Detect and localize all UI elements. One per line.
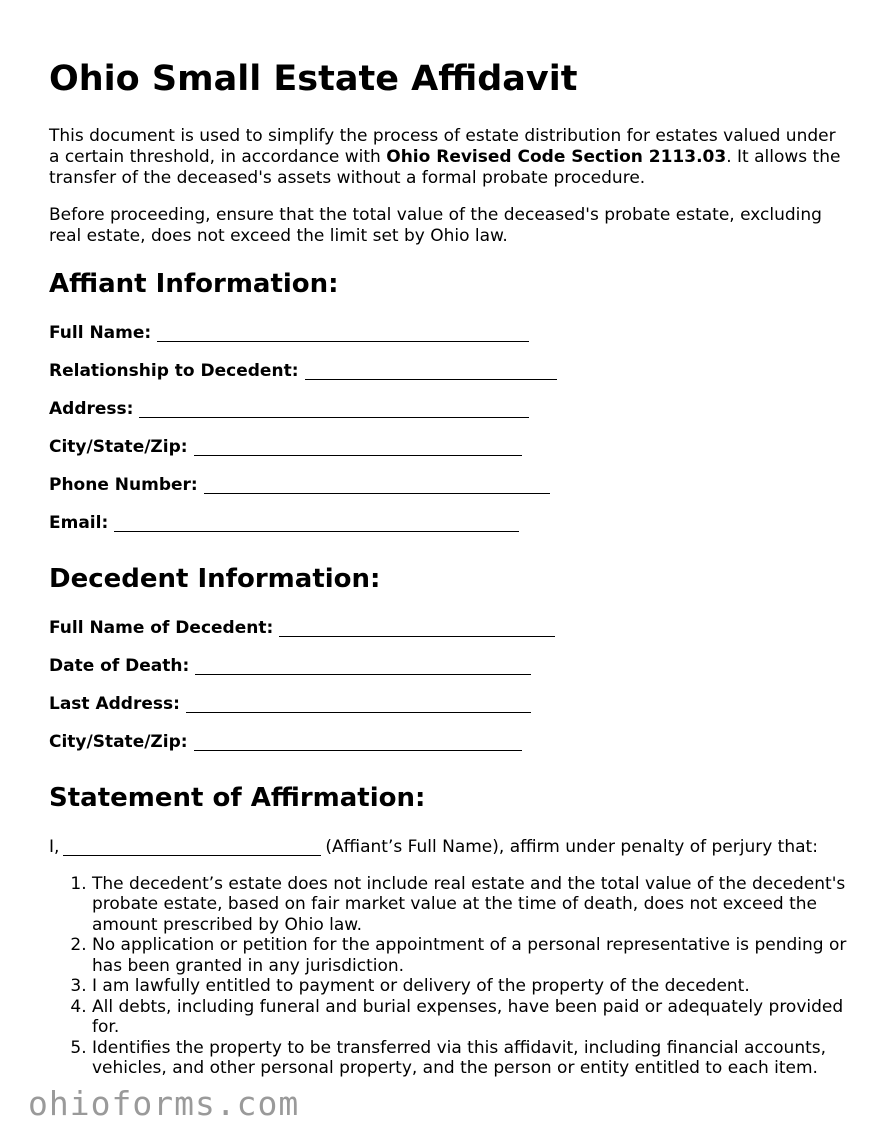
list-item: 1. The decedent’s estate does not include real estate and the total value of the decedent's probate estate, based on fair market value at the time of death, does not exceed the amount prescribed by Ohio law. bbox=[92, 874, 852, 936]
field-label: Phone Number: bbox=[49, 475, 198, 496]
decedent-fields bbox=[49, 609, 849, 761]
intro-text-1: This document is used to simplify the process of estate distribution for estates valued under a certain threshold, in accordance with bbox=[49, 126, 836, 167]
decedent-city-state-zip-field bbox=[49, 723, 849, 761]
page-title: Ohio Small Estate Affidavit bbox=[49, 59, 578, 99]
field-label: Last Address: bbox=[49, 694, 180, 715]
affiant-full-name-field bbox=[49, 314, 849, 352]
fill-in-line[interactable] bbox=[139, 399, 529, 418]
affiant-name-line[interactable] bbox=[63, 837, 321, 856]
affiant-fields bbox=[49, 314, 849, 542]
fill-in-line[interactable] bbox=[204, 475, 550, 494]
decedent-heading: Decedent Information: bbox=[49, 564, 381, 595]
intro-paragraph-2: Before proceeding, ensure that the total value of the deceased's probate estate, excluding real estate, does not exceed the limit set by Ohio law. bbox=[49, 205, 822, 246]
intro-paragraph-1 bbox=[49, 126, 849, 189]
list-item: 2. No application or petition for the appointment of a personal representative is pending or has been granted in any jurisdiction. bbox=[92, 935, 852, 976]
field-label: Full Name of Decedent: bbox=[49, 618, 274, 639]
field-label: Address: bbox=[49, 399, 134, 420]
list-item: 3. I am lawfully entitled to payment or delivery of the property of the decedent. bbox=[92, 976, 852, 997]
document-page bbox=[49, 58, 849, 1079]
fill-in-line[interactable] bbox=[305, 361, 557, 380]
decedent-date-of-death-field bbox=[49, 647, 849, 685]
field-label: City/State/Zip: bbox=[49, 437, 188, 458]
statute-reference: Ohio Revised Code Section 2113.03 bbox=[386, 147, 727, 167]
affirmation-list bbox=[49, 874, 852, 1079]
fill-in-line[interactable] bbox=[194, 732, 522, 751]
field-label: Relationship to Decedent: bbox=[49, 361, 299, 382]
field-label: Email: bbox=[49, 513, 109, 534]
fill-in-line[interactable] bbox=[186, 694, 531, 713]
fill-in-line[interactable] bbox=[114, 513, 519, 532]
affiant-phone-field bbox=[49, 466, 849, 504]
decedent-full-name-field bbox=[49, 609, 849, 647]
decedent-last-address-field bbox=[49, 685, 849, 723]
affiant-city-state-zip-field bbox=[49, 428, 849, 466]
affirmation-sentence bbox=[49, 837, 849, 858]
intro-text-2: . It allows the transfer of the deceased's assets without a formal probate procedure. bbox=[49, 147, 841, 188]
affirmation-prefix: I, bbox=[49, 836, 60, 857]
field-label: City/State/Zip: bbox=[49, 732, 188, 753]
list-item: 5. Identifies the property to be transferred via this affidavit, including financial accounts, vehicles, and other personal property, and the person or entity entitled to each item. bbox=[92, 1038, 852, 1079]
field-label: Full Name: bbox=[49, 323, 152, 344]
fill-in-line[interactable] bbox=[195, 656, 531, 675]
fill-in-line[interactable] bbox=[157, 323, 529, 342]
statement-heading: Statement of Affirmation: bbox=[49, 783, 426, 814]
field-label: Date of Death: bbox=[49, 656, 190, 677]
fill-in-line[interactable] bbox=[194, 437, 522, 456]
affirmation-suffix: (Affiant’s Full Name), affirm under penalty of perjury that: bbox=[325, 836, 818, 857]
affiant-heading: Affiant Information: bbox=[49, 269, 339, 299]
affiant-address-field bbox=[49, 390, 849, 428]
list-item: 4. All debts, including funeral and burial expenses, have been paid or adequately provided for. bbox=[92, 997, 852, 1038]
affiant-email-field bbox=[49, 504, 849, 542]
fill-in-line[interactable] bbox=[279, 618, 555, 637]
affiant-relationship-field bbox=[49, 352, 849, 390]
site-watermark: ohioforms.com bbox=[28, 1084, 300, 1123]
